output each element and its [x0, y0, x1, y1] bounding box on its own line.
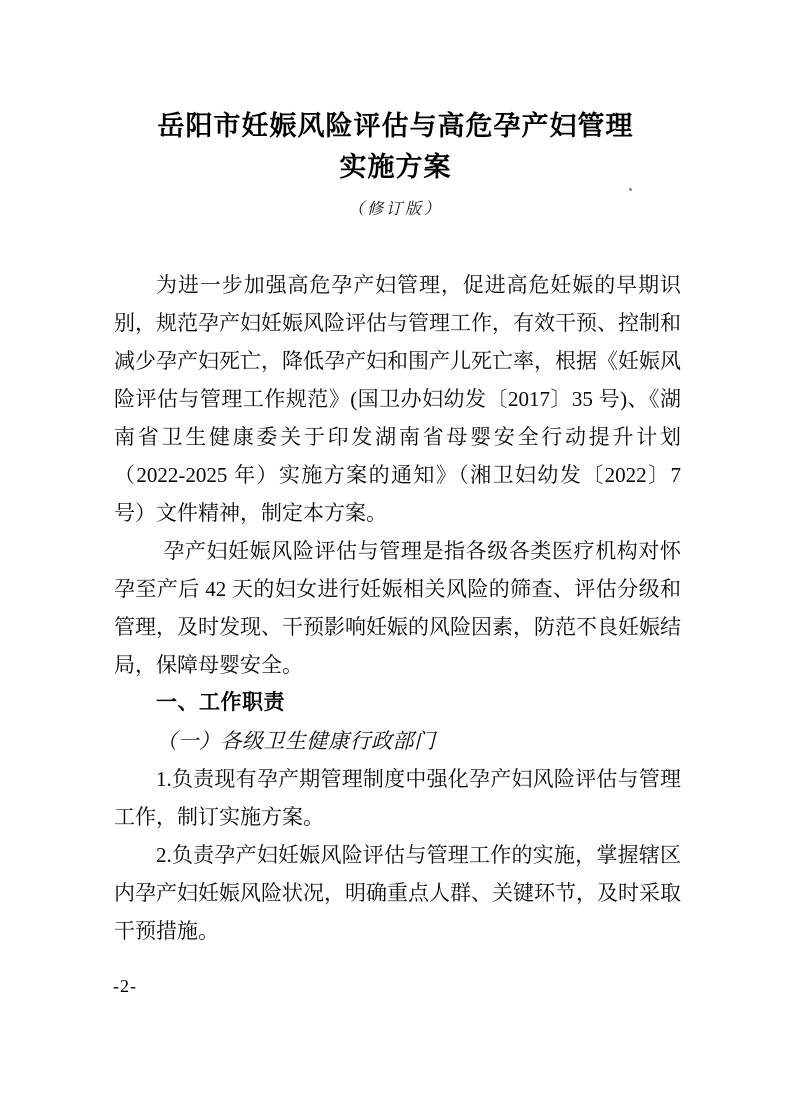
document-subtitle: （修订版） — [347, 201, 443, 218]
paragraph-duty-2: 2.负责孕产妇妊娠风险评估与管理工作的实施，掌握辖区内孕产妇妊娠风险状况，明确重点人群、关键环节，及时采取干预措施。 — [114, 843, 681, 943]
paragraph-intro: 为进一步加强高危孕产妇管理，促进高危妊娠的早期识别，规范孕产妇妊娠风险评估与管理工作，有效干预、控制和减少孕产妇死亡，降低孕产妇和围产儿死亡率，根据《妊娠风险评估与管理工作规范》(国卫办妇幼发〔2017〕35 号)、《湖南省卫生健康委关于印发湖南省母婴安全行动提升计划（2022-2025 年）实施方案的通知》（湘卫妇幼发〔2022〕7 号）文件精神，制定本方案。 — [114, 273, 681, 525]
section-heading-work-duties: 一、工作职责 — [156, 691, 285, 714]
subsection-heading-health-admin: （一）各级卫生健康行政部门 — [156, 729, 436, 753]
document-body — [114, 266, 681, 950]
title-line-1: 岳阳市妊娠风险评估与高危孕产妇管理 — [157, 111, 634, 141]
paragraph-definition: 孕产妇妊娠风险评估与管理是指各级各类医疗机构对怀孕至产后 42 天的妇女进行妊娠相关风险的筛查、评估分级和管理，及时发现、干预影响妊娠的风险因素，防范不良妊娠结局，保障母婴安全。 — [114, 539, 681, 677]
page-number: -2- — [113, 976, 137, 996]
paragraph-duty-1: 1.负责现有孕产期管理制度中强化孕产妇风险评估与管理工作，制订实施方案。 — [114, 767, 681, 829]
title-line-2: 实施方案 — [339, 152, 452, 182]
scan-speck — [629, 188, 632, 191]
document-title — [0, 106, 791, 188]
